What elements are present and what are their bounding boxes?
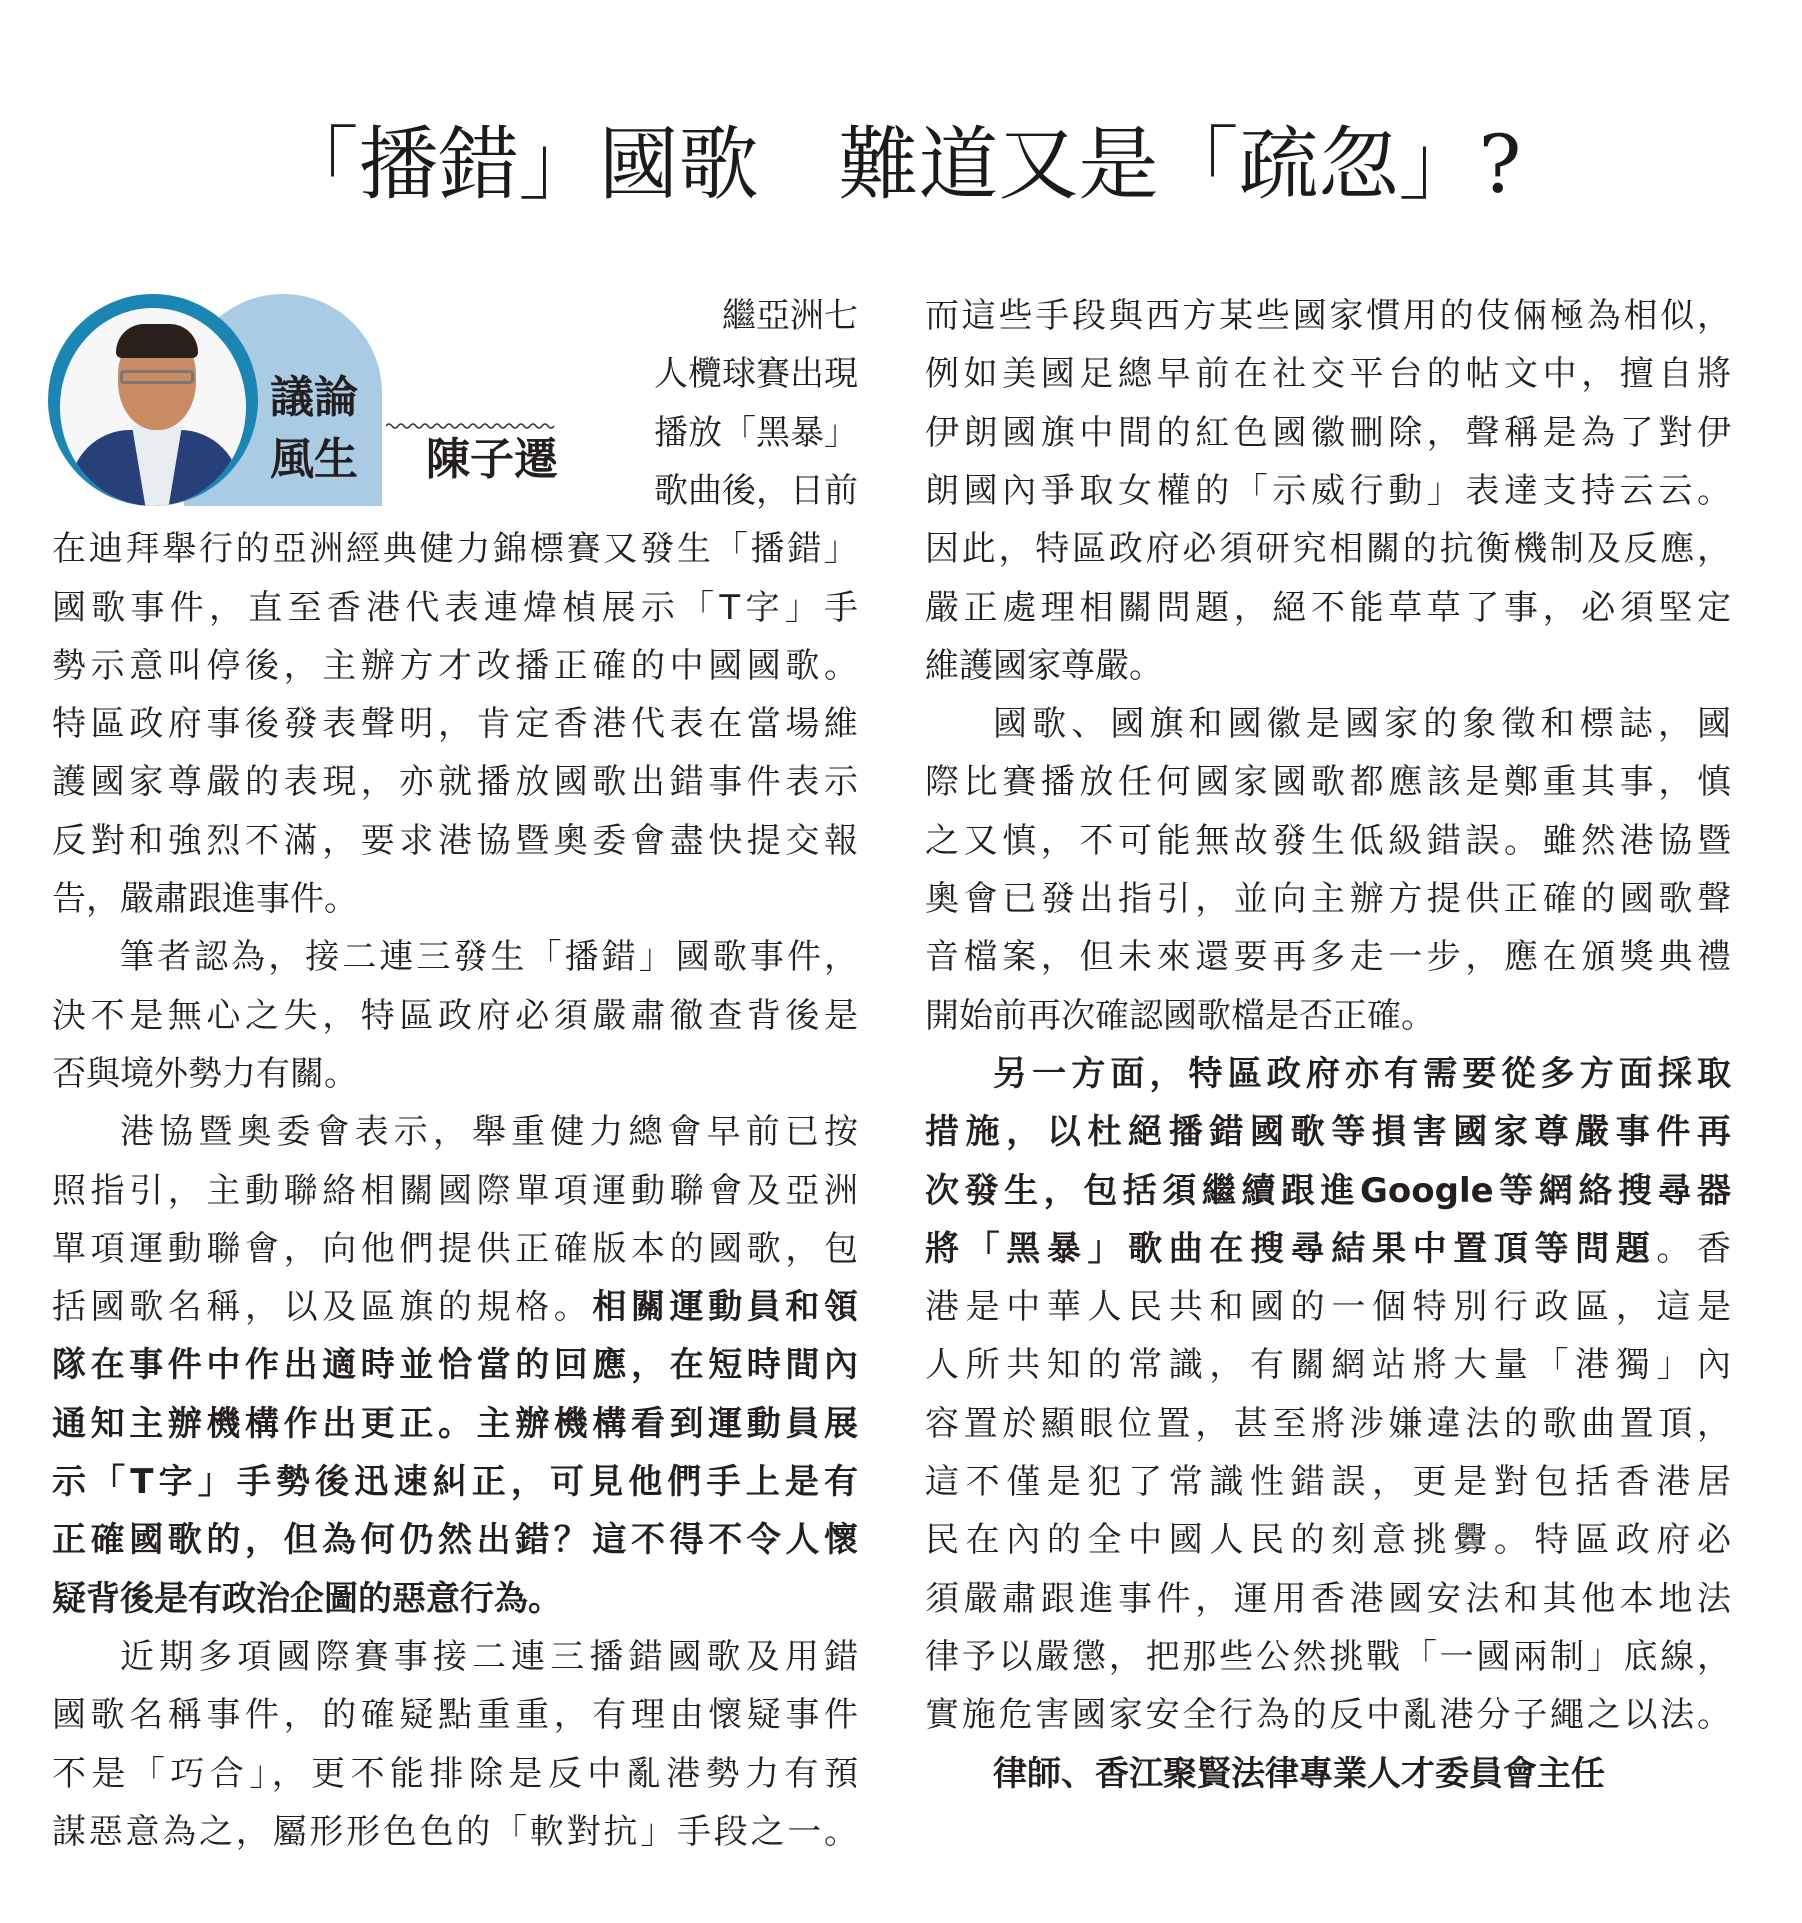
body-text: 人欖球賽出現 bbox=[654, 354, 858, 395]
body-text: 國歌、國旗和國徽是國家的象徵和標誌，國 bbox=[993, 704, 1731, 745]
body-text: 照指引，主動聯絡相關國際單項運動聯會及亞洲 bbox=[52, 1170, 858, 1211]
article-line bbox=[52, 1803, 858, 1861]
headline: 「播錯」國歌 難道又是「疏忽」? bbox=[278, 118, 1522, 211]
article-line bbox=[925, 1278, 1731, 1336]
article-line bbox=[52, 753, 858, 811]
article-line bbox=[925, 1511, 1731, 1569]
body-text: 際比賽播放任何國家國歌都應該是鄭重其事，慎 bbox=[925, 762, 1731, 803]
article-line bbox=[925, 1220, 1731, 1278]
body-text: 反對和強烈不滿，要求港協暨奧委會盡快提交報 bbox=[52, 820, 858, 861]
article-line bbox=[52, 987, 858, 1045]
body-text: 朗國內爭取女權的「示威行動」表達支持云云。 bbox=[925, 470, 1731, 511]
body-text: 因此，特區政府必須研究相關的抗衡機制及反應， bbox=[925, 529, 1731, 570]
article-line bbox=[52, 1453, 858, 1511]
article-line bbox=[52, 404, 858, 462]
body-text: 民在內的全中國人民的刻意挑釁。特區政府必 bbox=[925, 1520, 1731, 1561]
body-text: 港協暨奧委會表示，舉重健力總會早前已按 bbox=[120, 1112, 858, 1153]
body-text: 容置於顯眼位置，甚至將涉嫌違法的歌曲置頂， bbox=[925, 1403, 1731, 1444]
body-text: 例如美國足總早前在社交平台的帖文中，擅自將 bbox=[925, 354, 1731, 395]
body-text: 這不僅是犯了常識性錯誤，更是對包括香港居 bbox=[925, 1462, 1731, 1502]
body-text: 奧會已發出指引，並向主辦方提供正確的國歌聲 bbox=[925, 879, 1731, 919]
body-text: 港是中華人民共和國的一個特別行政區，這是 bbox=[925, 1287, 1731, 1328]
article-line bbox=[925, 1336, 1731, 1394]
article-line bbox=[52, 1278, 858, 1336]
author-name: 陳子遷 bbox=[426, 434, 558, 485]
article-line bbox=[925, 695, 1731, 753]
body-text: 人所共知的常識，有關網站將大量「港獨」內 bbox=[925, 1345, 1731, 1386]
bold-text: 相關運動員和領 bbox=[592, 1287, 859, 1328]
body-text: 護國家尊嚴的表現，亦就播放國歌出錯事件表示 bbox=[52, 762, 858, 803]
article-line bbox=[925, 404, 1731, 462]
body-text: 播放「黑暴」 bbox=[654, 412, 858, 453]
body-text: 特區政府事後發表聲明，肯定香港代表在當場維 bbox=[52, 704, 858, 745]
article-line bbox=[925, 1162, 1731, 1220]
article-line bbox=[925, 579, 1731, 637]
article-line bbox=[925, 753, 1731, 811]
body-text: 伊朗國旗中間的紅色國徽刪除，聲稱是為了對伊 bbox=[925, 412, 1731, 453]
article-line bbox=[52, 1336, 858, 1394]
body-text: 謀惡意為之，屬形形色色的「軟對抗」手段之一。 bbox=[52, 1811, 858, 1852]
article-line bbox=[52, 287, 858, 345]
article-line bbox=[52, 1745, 858, 1803]
article-line bbox=[52, 1045, 858, 1103]
article-line bbox=[925, 1395, 1731, 1453]
bold-text: 次發生，包括須繼續跟進Google等網絡搜尋器 bbox=[925, 1170, 1731, 1211]
article-line bbox=[925, 812, 1731, 870]
article-line bbox=[52, 1162, 858, 1220]
article-line bbox=[52, 1511, 858, 1569]
article-line bbox=[52, 870, 858, 928]
article-line bbox=[925, 1045, 1731, 1103]
article-line bbox=[925, 462, 1731, 520]
article-line bbox=[52, 520, 858, 578]
article-line bbox=[925, 1628, 1731, 1686]
body-text: 國歌名稱事件，的確疑點重重，有理由懷疑事件 bbox=[52, 1695, 858, 1736]
article-line bbox=[52, 928, 858, 986]
body-text: 開始前再次確認國歌檔是否正確。 bbox=[925, 995, 1435, 1036]
bold-text: 通知主辦機構作出更正。主辦機構看到運動員展 bbox=[52, 1403, 858, 1444]
body-text: 單項運動聯會，向他們提供正確版本的國歌，包 bbox=[52, 1228, 858, 1269]
body-text: 國歌事件，直至香港代表連煒楨展示「T字」手 bbox=[52, 587, 858, 628]
body-text: 歌曲後，日前 bbox=[654, 470, 858, 511]
body-text: 在迪拜舉行的亞洲經典健力錦標賽又發生「播錯」 bbox=[52, 529, 858, 570]
body-text: 之又慎，不可能無故發生低級錯誤。雖然港協暨 bbox=[925, 820, 1731, 861]
article-line bbox=[925, 928, 1731, 986]
body-text: 否與境外勢力有關。 bbox=[52, 1053, 358, 1094]
article-line bbox=[52, 1570, 858, 1628]
body-text: 實施危害國家安全行為的反中亂港分子繩之以法。 bbox=[925, 1695, 1731, 1736]
article-line bbox=[52, 1220, 858, 1278]
article-line bbox=[925, 870, 1731, 928]
body-text: 筆者認為，接二連三發生「播錯」國歌事件， bbox=[120, 937, 858, 978]
article-line bbox=[52, 579, 858, 637]
article-line bbox=[925, 987, 1731, 1045]
article-line bbox=[925, 1103, 1731, 1161]
bold-text: 將「黑暴」歌曲在搜尋結果中置頂等問題 bbox=[925, 1228, 1657, 1269]
body-text: 決不是無心之失，特區政府必須嚴肅徹查背後是 bbox=[52, 995, 858, 1036]
bold-text: 另一方面，特區政府亦有需要從多方面採取 bbox=[993, 1053, 1731, 1094]
bold-text: 正確國歌的，但為何仍然出錯？這不得不令人懷 bbox=[52, 1520, 858, 1561]
column-name-line1: 議論 bbox=[270, 372, 358, 423]
body-text: 。香 bbox=[1656, 1228, 1732, 1269]
body-text: 音檔案，但未來還要再多走一步，應在頒獎典禮 bbox=[925, 937, 1731, 978]
bold-text: 律師、香江聚賢法律專業人才委員會主任 bbox=[993, 1753, 1605, 1794]
article-line bbox=[925, 637, 1731, 695]
body-text: 須嚴肅跟進事件，運用香港國安法和其他本地法 bbox=[925, 1578, 1731, 1619]
body-text: 嚴正處理相關問題，絕不能草草了事，必須堅定 bbox=[925, 587, 1731, 628]
body-text: 維護國家尊嚴。 bbox=[925, 645, 1163, 686]
bold-text: 措施，以杜絕播錯國歌等損害國家尊嚴事件再 bbox=[925, 1112, 1731, 1153]
body-text: 而這些手段與西方某些國家慣用的伎倆極為相似， bbox=[925, 296, 1731, 336]
body-text: 不是「巧合」，更不能排除是反中亂港勢力有預 bbox=[52, 1753, 858, 1794]
body-text: 勢示意叫停後，主辦方才改播正確的中國國歌。 bbox=[52, 645, 858, 686]
article-line bbox=[52, 695, 858, 753]
article-line bbox=[925, 1686, 1731, 1744]
body-text: 括國歌名稱，以及區旗的規格。 bbox=[52, 1287, 593, 1328]
article-line bbox=[925, 287, 1731, 345]
article-line bbox=[925, 1570, 1731, 1628]
article-line bbox=[52, 462, 858, 520]
bold-text: 疑背後是有政治企圖的惡意行為。 bbox=[52, 1578, 562, 1619]
article-line bbox=[52, 637, 858, 695]
article-line bbox=[52, 812, 858, 870]
article-line bbox=[52, 1686, 858, 1744]
column-name-line2: 風生 bbox=[270, 434, 358, 485]
article-line bbox=[52, 1628, 858, 1686]
article-line bbox=[925, 1745, 1731, 1803]
article-line bbox=[925, 1453, 1731, 1511]
article-line bbox=[52, 1103, 858, 1161]
article-line bbox=[52, 345, 858, 403]
bold-text: 隊在事件中作出適時並恰當的回應，在短時間內 bbox=[52, 1345, 858, 1386]
body-text: 律予以嚴懲，把那些公然挑戰「一國兩制」底線， bbox=[925, 1636, 1731, 1677]
bold-text: 示「T字」手勢後迅速糾正，可見他們手上是有 bbox=[52, 1462, 858, 1502]
article-line bbox=[52, 1395, 858, 1453]
article-line bbox=[925, 345, 1731, 403]
body-text: 近期多項國際賽事接二連三播錯國歌及用錯 bbox=[120, 1636, 858, 1677]
article-line bbox=[925, 520, 1731, 578]
body-text: 告，嚴肅跟進事件。 bbox=[52, 879, 358, 919]
body-text: 繼亞洲七 bbox=[722, 296, 858, 336]
